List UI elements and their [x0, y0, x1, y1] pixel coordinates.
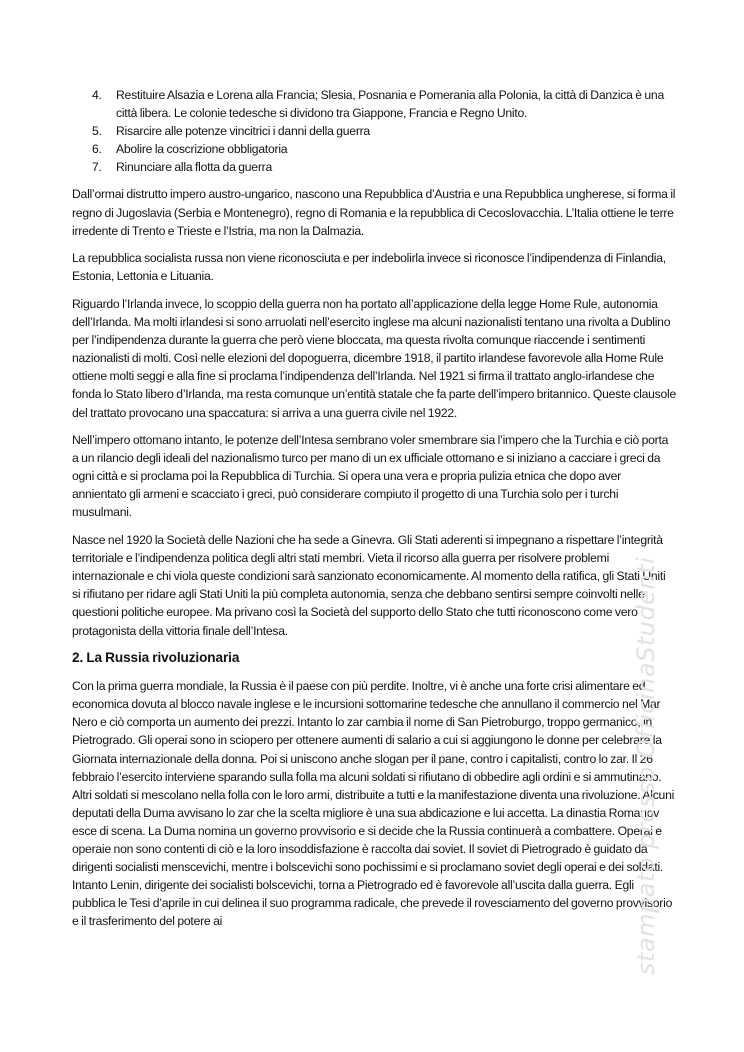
paragraph-russian-revolution: Con la prima guerra mondiale, la Russia è il paese con più perdite. Inoltre, vi è anche una forte crisi alimentare ed economica dovuta al blocco navale inglese e le incursioni sottomarine tedesche che annullano il commercio nel Mar Nero e ciò comporta un aumento dei prezzi. Intanto lo zar cambia il nome di San Pietroburgo, troppo germanico, in Pietrogrado. Gli operai sono in sciopero per ottenere aumenti di salario a cui si aggiungono le donne per celebrare la Giornata internazionale della donna. Poi si uniscono anche slogan per il pane, contro i capitalisti, contro lo zar. Il 26 febbraio l’esercito interviene sparando sulla folla ma alcuni soldati si rifiutano di obbedire agli ordini e si ammutinano. Altri soldati si mescolano nella folla con le loro armi, distribuite a tutti e la manifestazione diventa una rivoluzione. Alcuni deputati della Duma avvisano lo zar che la scelta migliore è una sua abdicazione e lui accetta. La dinastia Romanov esce di scena. La Duma nomina un governo provvisorio e si decide che la Russia continuerà a combattere. Operai e operaie non sono contenti di ciò e la loro insoddisfazione è raccolta dai soviet. Il soviet di Pietrogrado è guidato da dirigenti socialisti menscevichi, mentre i bolscevichi sono pochissimi e si proclamano soviet degli operai e dei soldati. Intanto Lenin, dirigente dei socialisti bolscevichi, torna a Pietrogrado ed è favorevole all’uscita dalla guerra. Egli pubblica le Tesi d’aprile in cui delinea il suo programma radicale, che prevede il rovesciamento del governo provvisorio e il trasferimento del potere ai [72, 679, 675, 929]
list-number: 5. [92, 124, 102, 139]
list-item [72, 86, 676, 122]
paragraph-ottoman-empire: Nell’impero ottomano intanto, le potenze dell’Intesa sembrano voler smembrare sia l’impero che la Turchia e ciò porta a un rilancio degli ideali del nazionalismo turco per mano di un ex ufficiale ottomano e si iniziano a cacciare i greci da ogni città e si proclama poi la Repubblica di Turchia. Si opera una vera e propria pulizia etnica che dopo aver annientato gli armeni e scacciato i greci, può considerare compiuto il progetto di una Turchia solo per i turchi musulmani. [72, 433, 669, 520]
paragraph-league-of-nations: Nasce nel 1920 la Società delle Nazioni che ha sede a Ginevra. Gli Stati aderenti si impegnano a rispettare l’integrità territoriale e l’indipendenza politica degli altri stati membri. Vieta il ricorso alla guerra per risolvere problemi internazionale e chi viola queste condizioni sarà sanzionato economicamente. Al momento della ratifica, gli Stati Uniti si rifiutano per ridare agli Stati Uniti la più completa autonomia, senza che debbano sentirsi sempre coinvolti nelle questioni politiche europee. Ma privano così la Società del supporto dello Stato che tutti riconoscono come vero protagonista della vittoria finale dell’Intesa. [72, 533, 666, 638]
list-number: 6. [92, 142, 102, 157]
watermark-text: stampato presso OfficinaStudenti [632, 556, 660, 975]
list-item [72, 122, 676, 140]
list-item [72, 140, 676, 158]
list-item-text: Restituire Alsazia e Lorena alla Francia; Slesia, Posnania e Pomerania alla Polonia, la città di Danzica è una città libera. Le colonie tedesche si dividono tra Giappone, Francia e Regno Unito. [116, 88, 664, 121]
list-item-text: Risarcire alle potenze vincitrici i danni della guerra [116, 124, 370, 139]
paragraph-ireland: Riguardo l’Irlanda invece, lo scoppio della guerra non ha portato all’applicazione della legge Home Rule, autonomia dell’Irlanda. Ma molti irlandesi si sono arruolati nell’esercito inglese ma alcuni nazionalisti tentano una rivolta a Dublino per l’indipendenza durante la guerra che però viene bloccata, ma questa rivolta comunque riaccende i sentimenti nazionalisti di molti. Così nelle elezioni del dopoguerra, dicembre 1918, il partito irlandese favorevole alla Home Rule ottiene molti seggi e alla fine si proclama l’indipendenza dell’Irlanda. Nel 1921 si firma il trattato anglo-irlandese che fonda lo Stato libero d’Irlanda, ma resta comunque un’entità statale che fa parte dell’impero britannico. Queste clausole del trattato provocano una spaccatura: si arriva a una guerra civile nel 1922. [72, 296, 677, 420]
list-item [72, 158, 676, 176]
section-heading: 2. La Russia rivoluzionaria [72, 650, 240, 666]
numbered-list [72, 86, 676, 176]
list-item-text: Abolire la coscrizione obbligatoria [116, 142, 288, 157]
list-number: 4. [92, 88, 102, 102]
document-page [72, 86, 676, 940]
list-item-text: Rinunciare alla flotta da guerra [116, 160, 272, 175]
paragraph-russia-recognition: La repubblica socialista russa non viene riconosciuta e per indebolirla invece si riconosce l’indipendenza di Finlandia, Estonia, Lettonia e Lituania. [72, 251, 666, 284]
paragraph-austria-hungary: Dall’ormai distrutto impero austro-ungarico, nascono una Repubblica d’Austria e una Repubblica ungherese, si forma il regno di Jugoslavia (Serbia e Montenegro), regno di Romania e la repubblica di Cecoslovacchia. L’Italia ottiene le terre irredente di Trento e Trieste e l’Istria, ma non la Dalmazia. [72, 187, 676, 238]
list-number: 7. [92, 160, 102, 175]
